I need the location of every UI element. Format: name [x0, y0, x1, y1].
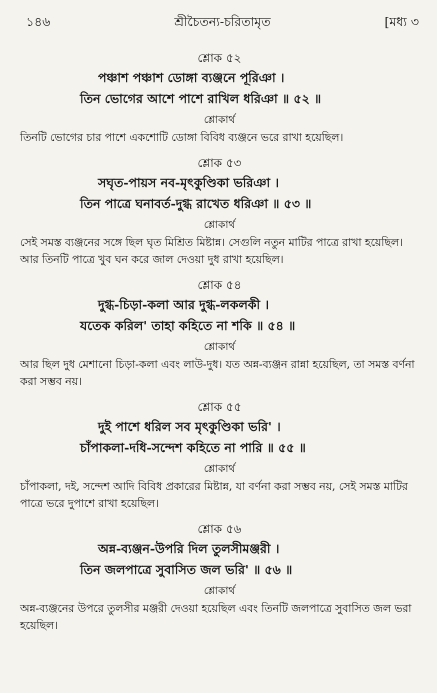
sloka-heading: শ্লোক ৫৫ [197, 400, 242, 414]
translation-text: তিনটি ভোগের চার পাশে একশোটি ডোঙ্গা বিবিধ ব্যঞ্জনে ভরে রাখা হয়েছিল। [20, 131, 344, 144]
sloka-block-55 [20, 399, 419, 512]
verse-line-1: অন্ন-ব্যঞ্জন-উপরি দিল তুলসীমঞ্জরী । [98, 541, 280, 556]
page-header [26, 14, 419, 34]
sloka-heading: শ্লোক ৫৩ [197, 156, 242, 170]
translation-text: আর ছিল দুধ মেশানো চিড়া-কলা এবং লাউ-দুধ। যত অন্ন-ব্যঞ্জন রান্না হয়েছিল, তা সমস্ত বর্ণনা করা সম্ভব নয়। [20, 358, 415, 388]
sloka-block-52 [20, 50, 419, 146]
sloka-heading: শ্লোক ৫৪ [197, 278, 242, 292]
verse-line-2: যতেক করিল' তাহা কহিতে না শকি ॥ ৫৪ ॥ [80, 318, 296, 333]
verse-line-1: সঘৃত-পায়স নব-মৃৎকুণ্ডিকা ভরিঞা । [98, 175, 279, 190]
translation-heading: শ্লোকার্থ [203, 341, 236, 353]
translation-heading: শ্লোকার্থ [203, 585, 236, 597]
translation-heading: শ্লোকার্থ [203, 463, 236, 475]
verse-line-2: তিন জলপাত্রে সুবাসিত জল ভরি' ॥ ৫৬ ॥ [80, 562, 293, 577]
page-body [20, 48, 419, 643]
sloka-block-56 [20, 521, 419, 634]
sloka-block-53 [20, 155, 419, 268]
translation-text: চাঁপাকলা, দই, সন্দেশ আদি বিবিধ প্রকারের মিষ্টান্ন, যা বর্ণনা করা সম্ভব নয়, সেই সমস্ত মাটির পাত্রে ভরে দুপাশে রাখা হয়েছিল। [20, 480, 408, 510]
sloka-block-54 [20, 277, 419, 390]
sloka-heading: শ্লোক ৫৬ [197, 522, 242, 536]
verse-line-1: পঞ্চাশ পঞ্চাশ ডোঙ্গা ব্যঞ্জনে পূরিঞা । [98, 70, 285, 85]
verse-line-2: তিন ভোগের আশে পাশে রাখিল ধরিঞা ॥ ৫২ ॥ [80, 91, 322, 106]
verse-line-1: দুই পাশে ধরিল সব মৃৎকুণ্ডিকা ভরি' । [98, 419, 281, 434]
page-number: ১৪৬ [26, 14, 51, 29]
section-marker: [মধ্য ৩ [384, 14, 419, 29]
verse-line-2: তিন পাত্রে ঘনাবর্ত-দুগ্ধ রাখেত ধরিঞা ॥ ৫৩ ॥ [80, 196, 312, 211]
verse-line-2: চাঁপাকলা-দধি-সন্দেশ কহিতে না পারি ॥ ৫৫ ॥ [80, 440, 306, 455]
translation-heading: শ্লোকার্থ [203, 219, 236, 231]
running-title: শ্রীচৈতন্য-চরিতামৃত [174, 14, 271, 29]
translation-text: অন্ন-ব্যঞ্জনের উপরে তুলসীর মঞ্জরী দেওয়া হয়েছিল এবং তিনটি জলপাত্রে সুবাসিত জল ভরা হয়েছিল। [20, 602, 412, 632]
translation-text: সেই সমস্ত ব্যঞ্জনের সঙ্গে ছিল ঘৃত মিশ্রিত মিষ্টান্ন। সেগুলি নতুন মাটির পাত্রে রাখা হয়েছিল। আর তিনটি পাত্রে খুব ঘন করে জাল দেওয়া দুধ রাখা হয়েছিল। [20, 236, 403, 266]
verse-line-1: দুগ্ধ-চিড়া-কলা আর দুগ্ধ-লকলকী । [98, 297, 269, 312]
sloka-heading: শ্লোক ৫২ [197, 51, 242, 65]
translation-heading: শ্লোকার্থ [203, 114, 236, 126]
